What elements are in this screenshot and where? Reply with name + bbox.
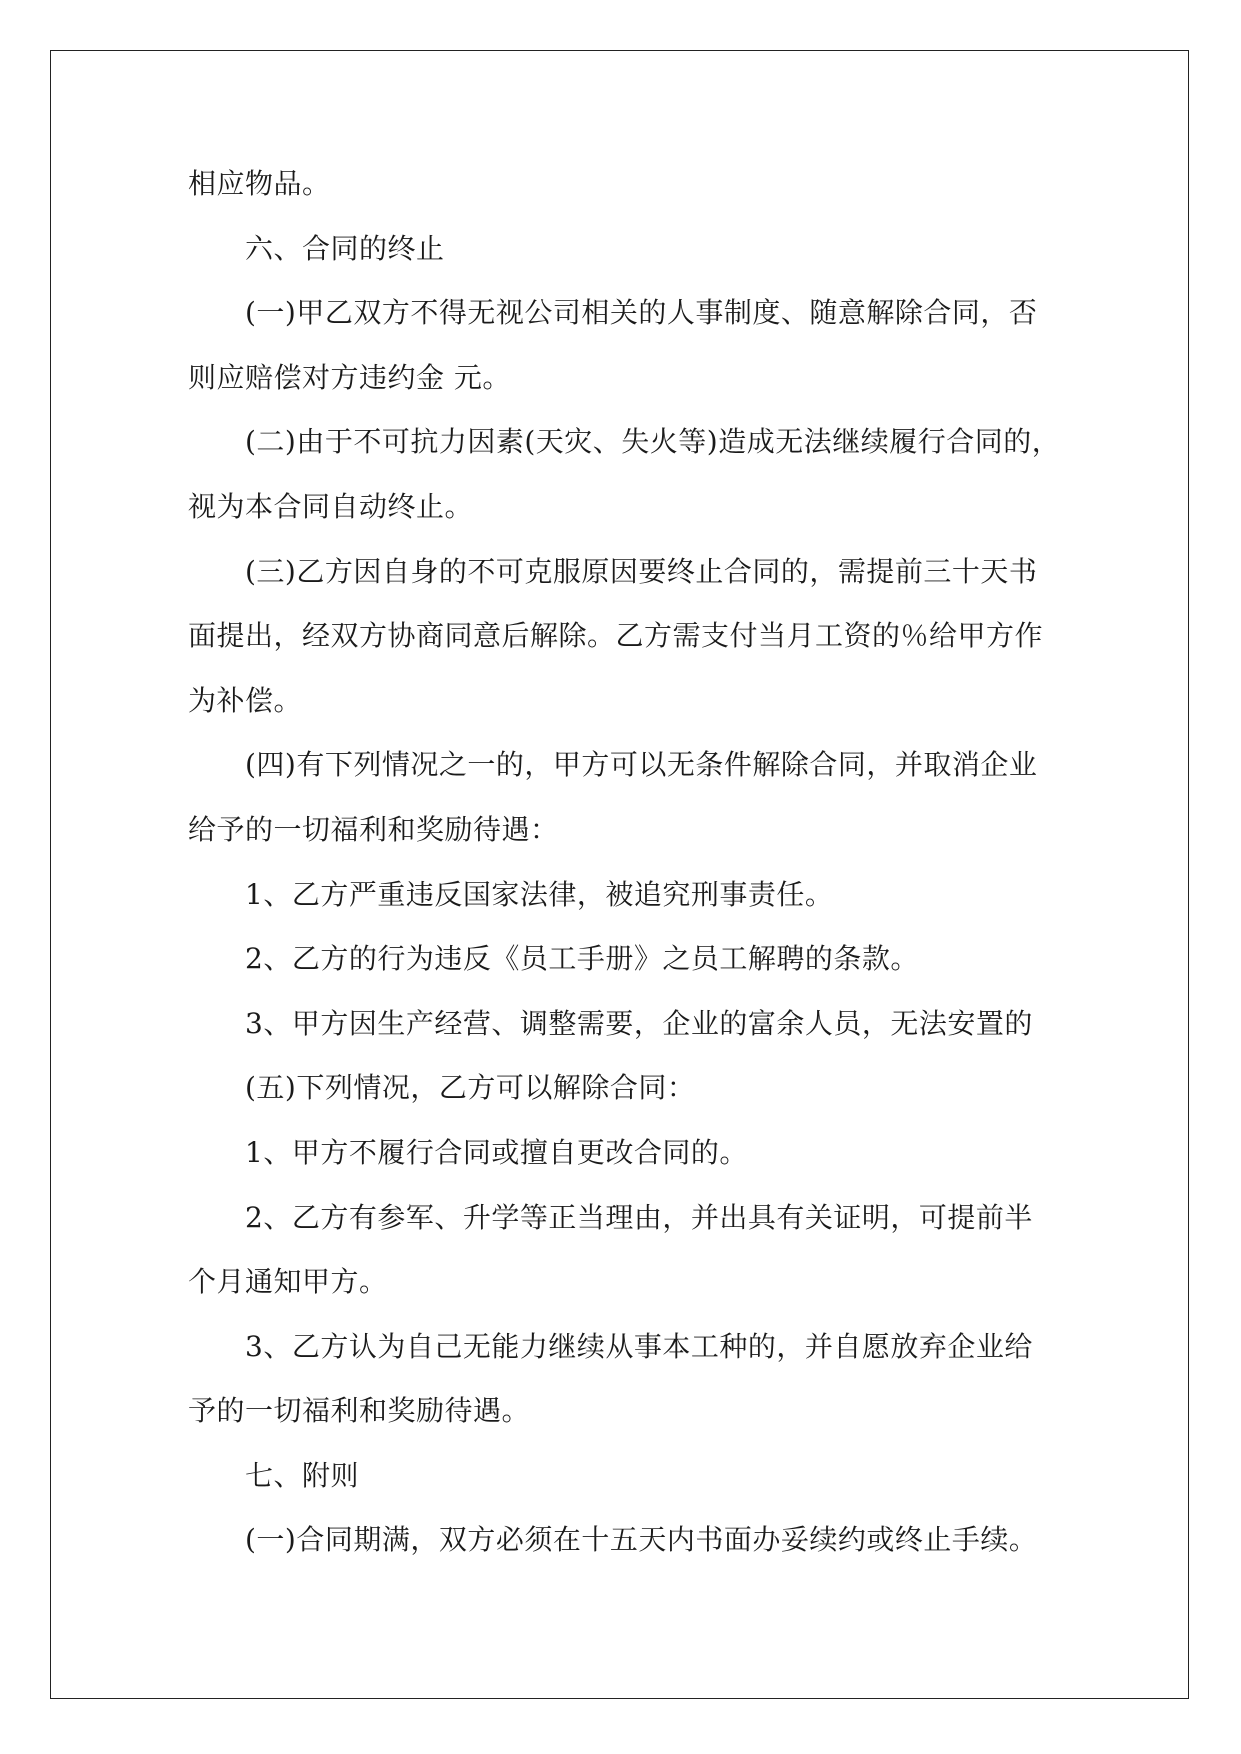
text-line: 视为本合同自动终止。 <box>188 489 474 523</box>
text-line: 予的一切福利和奖励待遇。 <box>188 1394 531 1428</box>
text-line: (二)由于不可抗力因素(天灾、失火等)造成无法继续履行合同的， <box>245 425 1061 459</box>
text-line: (一)合同期满，双方必须在十五天内书面办妥续约或终止手续。 <box>245 1523 1038 1557</box>
text-line: 则应赔偿对方违约金 元。 <box>188 360 511 394</box>
text-line: 给予的一切福利和奖励待遇： <box>188 812 559 846</box>
text-line: 面提出，经双方协商同意后解除。乙方需支付当月工资的％给甲方作 <box>188 619 1044 653</box>
list-item: 3、乙方认为自己无能力继续从事本工种的，并自愿放弃企业给 <box>245 1329 1033 1363</box>
text-line: (三)乙方因自身的不可克服原因要终止合同的，需提前三十天书 <box>245 554 1038 588</box>
list-item: 3、甲方因生产经营、调整需要，企业的富余人员，无法安置的 <box>245 1006 1033 1040</box>
document-body <box>188 152 1061 1573</box>
text-line: (五)下列情况，乙方可以解除合同： <box>245 1071 696 1105</box>
text-line: (四)有下列情况之一的，甲方可以无条件解除合同，并取消企业 <box>245 748 1038 782</box>
section-heading: 六、合同的终止 <box>245 231 445 265</box>
list-item: 2、乙方有参军、升学等正当理由，并出具有关证明，可提前半 <box>245 1200 1033 1234</box>
text-line: 为补偿。 <box>188 683 303 717</box>
text-line: 个月通知甲方。 <box>188 1265 388 1299</box>
text-line: 相应物品。 <box>188 167 331 200</box>
list-item: 1、甲方不履行合同或擅自更改合同的。 <box>245 1135 748 1169</box>
text-line: (一)甲乙双方不得无视公司相关的人事制度、随意解除合同，否 <box>245 296 1038 330</box>
list-item: 1、乙方严重违反国家法律，被追究刑事责任。 <box>245 877 834 911</box>
list-item: 2、乙方的行为违反《员工手册》之员工解聘的条款。 <box>245 942 919 976</box>
section-heading: 七、附则 <box>245 1458 360 1492</box>
